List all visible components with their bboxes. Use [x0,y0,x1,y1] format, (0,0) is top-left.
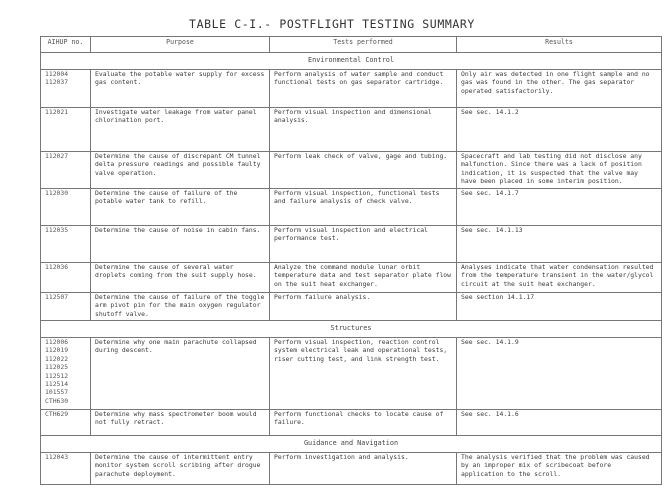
column-header: Tests performed [270,37,457,53]
table-row [41,263,662,293]
table-row [41,189,662,226]
aihup-number: CTH629 [41,410,91,436]
aihup-number: 112021 [41,108,91,152]
purpose-cell: Determine the cause of noise in cabin fans. [91,226,270,263]
results-cell: See sec. 14.1.13 [457,226,662,263]
table-row [41,338,662,410]
section-row [41,436,662,453]
results-cell: Spacecraft and lab testing did not disclose any malfunction. Since there was a lack of position indication, it is suspected that the valve may have been placed in some interim position. [457,152,662,189]
column-header: Results [457,37,662,53]
purpose-cell: Determine why mass spectrometer boom would not fully retract. [91,410,270,436]
results-cell: See sec. 14.1.9 [457,338,662,410]
results-cell: Analyses indicate that water condensation resulted from the temperature transient in the water/glycol circuit at the suit heat exchanger. [457,263,662,293]
table-row [41,226,662,263]
table-row [41,70,662,108]
tests-cell: Perform failure analysis. [270,293,457,321]
results-cell: See sec. 14.1.6 [457,410,662,436]
table-row [41,453,662,485]
aihup-number: 112027 [41,152,91,189]
tests-cell: Analyze the command module lunar orbit temperature data and test separator plate flow on the suit heat exchanger. [270,263,457,293]
results-cell: See sec. 14.1.2 [457,108,662,152]
results-cell: See sec. 14.1.7 [457,189,662,226]
column-header: Purpose [91,37,270,53]
section-title: Environmental Control [41,53,662,70]
table-title: TABLE C-I.- POSTFLIGHT TESTING SUMMARY [189,17,475,31]
table-row [41,108,662,152]
aihup-number: 112035 [41,226,91,263]
purpose-cell: Evaluate the potable water supply for excess gas content. [91,70,270,108]
purpose-cell: Determine the cause of failure of the potable water tank to refill. [91,189,270,226]
aihup-number: 112030 [41,189,91,226]
header-row [41,37,662,53]
postflight-testing-table [40,36,662,485]
table-row [41,410,662,436]
purpose-cell: Determine the cause of intermittent entry monitor system scroll scribing after drogue parachute deployment. [91,453,270,485]
section-title: Structures [41,321,662,338]
results-cell: Only air was detected in one flight sample and no gas was found in the other. The gas separator operated satisfactorily. [457,70,662,108]
tests-cell: Perform investigation and analysis. [270,453,457,485]
table-row [41,152,662,189]
table-row [41,293,662,321]
column-header: AIHUP no. [41,37,91,53]
results-cell: See section 14.1.17 [457,293,662,321]
tests-cell: Perform analysis of water sample and conduct functional tests on gas separator cartridge. [270,70,457,108]
tests-cell: Perform visual inspection and dimensional analysis. [270,108,457,152]
purpose-cell: Investigate water leakage from water panel chlorination port. [91,108,270,152]
purpose-cell: Determine the cause of discrepant CM tunnel delta pressure readings and possible faulty valve operation. [91,152,270,189]
tests-cell: Perform functional checks to locate cause of failure. [270,410,457,436]
aihup-number: 112006 112019 112022 112025 112512 112514 101557 CTH630 [41,338,91,410]
tests-cell: Perform leak check of valve, gage and tubing. [270,152,457,189]
section-row [41,321,662,338]
purpose-cell: Determine why one main parachute collapsed during descent. [91,338,270,410]
aihup-number: 112507 [41,293,91,321]
results-cell: The analysis verified that the problem was caused by an improper mix of scribecoat before application to the scroll. [457,453,662,485]
purpose-cell: Determine the cause of failure of the toggle arm pivot pin for the main oxygen regulator shutoff valve. [91,293,270,321]
aihup-number: 112036 [41,263,91,293]
section-title: Guidance and Navigation [41,436,662,453]
tests-cell: Perform visual inspection and electrical performance test. [270,226,457,263]
tests-cell: Perform visual inspection, reaction control system electrical leak and operational tests, riser cutting test, and link strength test. [270,338,457,410]
tests-cell: Perform visual inspection, functional tests and failure analysis of check valve. [270,189,457,226]
aihup-number: 112004 112037 [41,70,91,108]
aihup-number: 112043 [41,453,91,485]
section-row [41,53,662,70]
purpose-cell: Determine the cause of several water droplets coming from the suit supply hose. [91,263,270,293]
